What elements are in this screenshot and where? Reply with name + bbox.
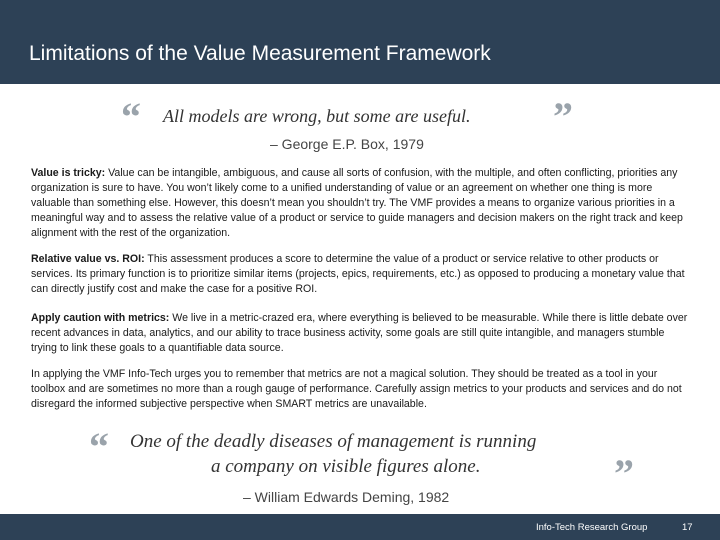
title-bar bbox=[0, 0, 720, 84]
paragraph-body: In applying the VMF Info-Tech urges you to remember that metrics are not a magical solution. They should be treated as a tool in your toolbox and are sometimes no more than a rough gauge of performance. Carefully assign metrics to your products and services and do not disregard the informed subjective perspective when SMART metrics are unavailable. bbox=[31, 368, 682, 410]
open-quote-icon: “ bbox=[121, 94, 141, 139]
paragraph-heading: Apply caution with metrics: bbox=[31, 312, 170, 324]
paragraph-heading: Relative value vs. ROI: bbox=[31, 253, 145, 265]
paragraph-heading: Value is tricky: bbox=[31, 167, 106, 179]
quote-box-text: All models are wrong, but some are useful. bbox=[163, 106, 471, 126]
quote-box-attribution: – George E.P. Box, 1979 bbox=[270, 136, 424, 152]
open-quote-icon: “ bbox=[89, 424, 109, 469]
paragraph-relative-value bbox=[31, 252, 689, 297]
paragraph-value-tricky bbox=[31, 166, 689, 241]
paragraph-body: This assessment produces a score to determine the value of a product or service relative to other products or services. Its primary function is to prioritize similar items (projects, epics, requirements, etc.) as opposed to producing a monetary value that can directly justify cost and make the case for a positive ROI. bbox=[31, 253, 685, 295]
footer-bar bbox=[0, 514, 720, 540]
quote-attribution: – William Edwards Deming, 1982 bbox=[243, 489, 450, 505]
footer-organization: Info-Tech Research Group bbox=[536, 522, 648, 533]
quote-line-2: a company on visible figures alone. bbox=[211, 456, 481, 477]
slide-title: Limitations of the Value Measurement Framework bbox=[29, 42, 491, 65]
paragraph-body: Value can be intangible, ambiguous, and cause all sorts of confusion, with the multiple, and often conflicting, priorities any organization is sure to have. You won’t likely come to a unified understanding of value or an agreement on whether one thing is more valuable than something else. However, this doesn’t mean you shouldn’t try. The VMF provides a means to organize various priorities in a meaningful way and to assess the relative value of a product or service to guide managers and decision makers on the right track and keep alignment with the rest of the organization. bbox=[31, 167, 683, 239]
paragraph-body: We live in a metric-crazed era, where everything is believed to be measurable. While there is little debate over recent advances in data, analytics, and our ability to trace business activity, some goals are still quite intangible, and managers stumble trying to link these goals to a quantifiable data source. bbox=[31, 312, 688, 354]
page-number: 17 bbox=[682, 522, 693, 533]
close-quote-icon: ” bbox=[553, 94, 573, 139]
paragraph-applying-vmf bbox=[31, 367, 689, 412]
close-quote-icon: ” bbox=[614, 451, 634, 496]
paragraph-apply-caution bbox=[31, 311, 689, 356]
quote-line-1: One of the deadly diseases of management is running bbox=[130, 431, 537, 452]
